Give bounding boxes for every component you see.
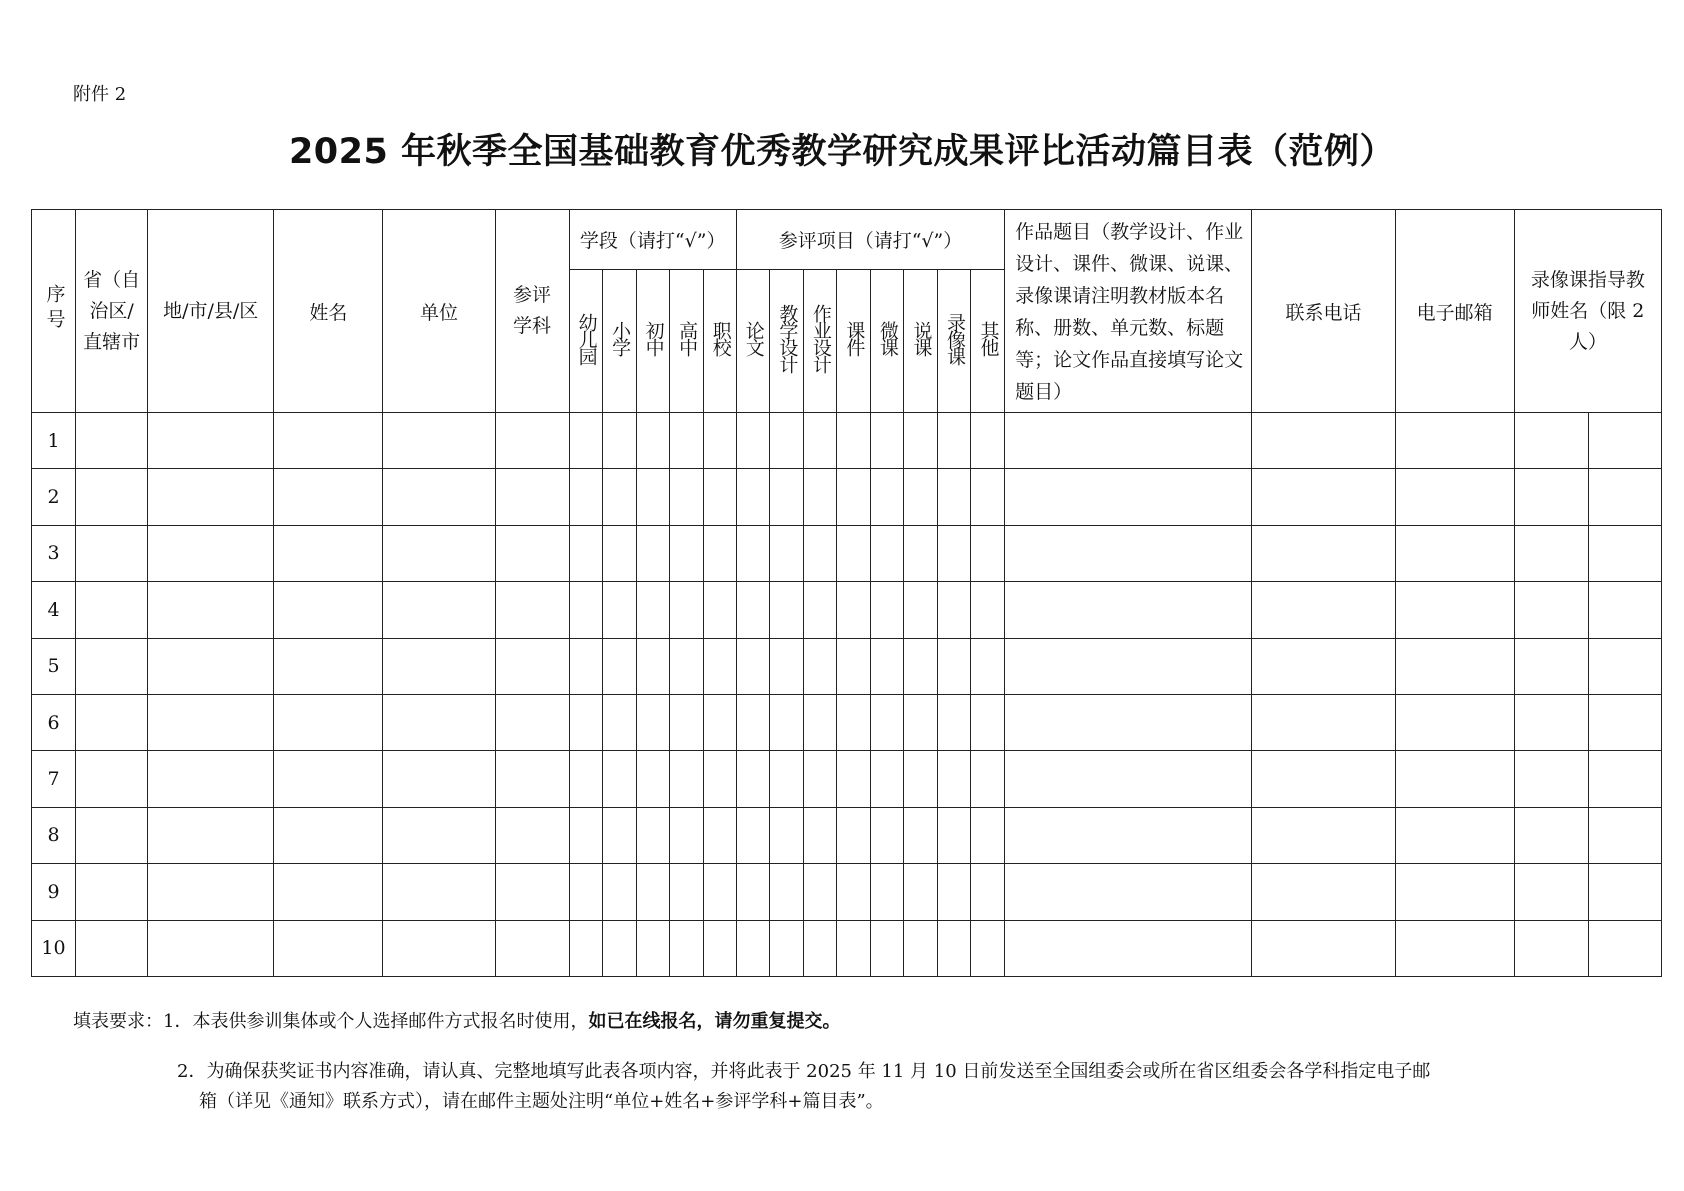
note-2-number: 2．: [177, 1061, 207, 1082]
blank-cell[interactable]: [274, 864, 383, 920]
blank-cell[interactable]: [569, 694, 602, 750]
blank-cell[interactable]: [1005, 525, 1252, 581]
blank-cell[interactable]: [274, 751, 383, 807]
header-project-video-lesson: 录像课: [938, 269, 971, 412]
blank-cell[interactable]: [274, 807, 383, 863]
header-project-micro-lesson: 微课: [870, 269, 903, 412]
blank-cell[interactable]: [836, 920, 870, 976]
note-1-bold: 如已在线报名，请勿重复提交。: [588, 1011, 841, 1032]
note-1-text: 本表供参训集体或个人选择邮件方式报名时使用，: [192, 1011, 589, 1032]
header-name: 姓名: [274, 210, 383, 413]
blank-cell[interactable]: [1588, 413, 1661, 469]
blank-cell[interactable]: [1514, 751, 1588, 807]
blank-cell[interactable]: [736, 751, 769, 807]
blank-cell[interactable]: [636, 582, 669, 638]
blank-cell[interactable]: [383, 638, 495, 694]
blank-cell[interactable]: [1005, 638, 1252, 694]
blank-cell[interactable]: [1588, 469, 1661, 525]
blank-cell[interactable]: [736, 525, 769, 581]
header-mentor: 录像课指导教师姓名（限 2 人）: [1514, 210, 1661, 413]
blank-cell[interactable]: [76, 807, 148, 863]
blank-cell[interactable]: [1252, 807, 1395, 863]
blank-cell[interactable]: [1514, 582, 1588, 638]
blank-cell[interactable]: [569, 525, 602, 581]
row-number: 8: [32, 807, 76, 863]
blank-cell[interactable]: [769, 920, 803, 976]
note-2: [177, 1057, 1623, 1087]
blank-cell[interactable]: [602, 694, 636, 750]
blank-cell[interactable]: [938, 864, 971, 920]
blank-cell[interactable]: [1252, 525, 1395, 581]
blank-cell[interactable]: [274, 582, 383, 638]
blank-cell[interactable]: [636, 751, 669, 807]
blank-cell[interactable]: [736, 638, 769, 694]
table-row: [32, 413, 1662, 469]
blank-cell[interactable]: [769, 469, 803, 525]
blank-cell[interactable]: [383, 582, 495, 638]
header-work-title: 作品题目（教学设计、作业设计、课件、微课、说课、录像课请注明教材版本名称、册数、单元数、标题等；论文作品直接填写论文题目）: [1005, 210, 1252, 413]
blank-cell[interactable]: [383, 864, 495, 920]
blank-cell[interactable]: [803, 864, 836, 920]
blank-cell[interactable]: [1588, 864, 1661, 920]
header-stage-junior: 初中: [636, 269, 669, 412]
blank-cell[interactable]: [938, 469, 971, 525]
blank-cell[interactable]: [274, 469, 383, 525]
blank-cell[interactable]: [703, 638, 736, 694]
blank-cell[interactable]: [1588, 694, 1661, 750]
blank-cell[interactable]: [903, 694, 937, 750]
blank-cell[interactable]: [669, 694, 703, 750]
blank-cell[interactable]: [769, 694, 803, 750]
blank-cell[interactable]: [703, 920, 736, 976]
blank-cell[interactable]: [836, 469, 870, 525]
blank-cell[interactable]: [971, 751, 1005, 807]
blank-cell[interactable]: [1252, 864, 1395, 920]
blank-cell[interactable]: [836, 582, 870, 638]
blank-cell[interactable]: [836, 413, 870, 469]
blank-cell[interactable]: [736, 469, 769, 525]
blank-cell[interactable]: [274, 638, 383, 694]
blank-cell[interactable]: [703, 582, 736, 638]
row-number: 9: [32, 864, 76, 920]
blank-cell[interactable]: [1252, 694, 1395, 750]
blank-cell[interactable]: [669, 807, 703, 863]
blank-cell[interactable]: [803, 469, 836, 525]
page-title: 2025 年秋季全国基础教育优秀教学研究成果评比活动篇目表（范例）: [288, 132, 1396, 172]
blank-cell[interactable]: [769, 525, 803, 581]
blank-cell[interactable]: [971, 582, 1005, 638]
blank-cell[interactable]: [1395, 525, 1514, 581]
blank-cell[interactable]: [971, 413, 1005, 469]
blank-cell[interactable]: [870, 864, 903, 920]
blank-cell[interactable]: [1514, 638, 1588, 694]
blank-cell[interactable]: [148, 864, 274, 920]
blank-cell[interactable]: [495, 807, 569, 863]
blank-cell[interactable]: [495, 525, 569, 581]
blank-cell[interactable]: [495, 638, 569, 694]
row-number: 6: [32, 694, 76, 750]
blank-cell[interactable]: [903, 638, 937, 694]
table-row: [32, 582, 1662, 638]
header-subject: 参评学科: [495, 210, 569, 413]
table-row: [32, 638, 1662, 694]
blank-cell[interactable]: [669, 864, 703, 920]
blank-cell[interactable]: [903, 582, 937, 638]
blank-cell[interactable]: [602, 864, 636, 920]
blank-cell[interactable]: [1395, 469, 1514, 525]
blank-cell[interactable]: [495, 413, 569, 469]
blank-cell[interactable]: [971, 807, 1005, 863]
blank-cell[interactable]: [1395, 413, 1514, 469]
blank-cell[interactable]: [602, 751, 636, 807]
blank-cell[interactable]: [669, 582, 703, 638]
header-stage-kindergarten: 幼儿园: [569, 269, 602, 412]
blank-cell[interactable]: [495, 694, 569, 750]
blank-cell[interactable]: [1514, 525, 1588, 581]
blank-cell[interactable]: [769, 638, 803, 694]
blank-cell[interactable]: [1252, 469, 1395, 525]
blank-cell[interactable]: [1005, 694, 1252, 750]
blank-cell[interactable]: [971, 864, 1005, 920]
header-stage-vocational: 职校: [703, 269, 736, 412]
blank-cell[interactable]: [803, 638, 836, 694]
blank-cell[interactable]: [1395, 864, 1514, 920]
attachment-label: 附件 2: [73, 84, 127, 105]
blank-cell[interactable]: [870, 525, 903, 581]
table-row: [32, 864, 1662, 920]
blank-cell[interactable]: [669, 920, 703, 976]
blank-cell[interactable]: [870, 582, 903, 638]
blank-cell[interactable]: [1005, 413, 1252, 469]
blank-cell[interactable]: [938, 920, 971, 976]
header-project-homework-design: 作业设计: [803, 269, 836, 412]
blank-cell[interactable]: [569, 469, 602, 525]
blank-cell[interactable]: [938, 807, 971, 863]
blank-cell[interactable]: [736, 864, 769, 920]
blank-cell[interactable]: [938, 525, 971, 581]
blank-cell[interactable]: [76, 469, 148, 525]
blank-cell[interactable]: [1514, 807, 1588, 863]
blank-cell[interactable]: [148, 413, 274, 469]
blank-cell[interactable]: [1005, 920, 1252, 976]
blank-cell[interactable]: [836, 751, 870, 807]
header-seq: 序号: [32, 210, 76, 413]
blank-cell[interactable]: [1252, 413, 1395, 469]
header-project-other: 其他: [971, 269, 1005, 412]
blank-cell[interactable]: [769, 582, 803, 638]
blank-cell[interactable]: [1514, 469, 1588, 525]
blank-cell[interactable]: [383, 694, 495, 750]
registration-table: [31, 209, 1662, 977]
blank-cell[interactable]: [903, 469, 937, 525]
blank-cell[interactable]: [602, 582, 636, 638]
blank-cell[interactable]: [769, 864, 803, 920]
blank-cell[interactable]: [870, 694, 903, 750]
blank-cell[interactable]: [76, 751, 148, 807]
blank-cell[interactable]: [938, 582, 971, 638]
blank-cell[interactable]: [836, 807, 870, 863]
blank-cell[interactable]: [495, 582, 569, 638]
blank-cell[interactable]: [669, 413, 703, 469]
blank-cell[interactable]: [703, 694, 736, 750]
blank-cell[interactable]: [636, 694, 669, 750]
row-number: 3: [32, 525, 76, 581]
blank-cell[interactable]: [703, 525, 736, 581]
blank-cell[interactable]: [148, 807, 274, 863]
blank-cell[interactable]: [569, 807, 602, 863]
row-number: 5: [32, 638, 76, 694]
blank-cell[interactable]: [1005, 751, 1252, 807]
blank-cell[interactable]: [836, 864, 870, 920]
blank-cell[interactable]: [803, 525, 836, 581]
blank-cell[interactable]: [803, 807, 836, 863]
blank-cell[interactable]: [569, 920, 602, 976]
fill-instructions: [73, 1007, 1623, 1117]
blank-cell[interactable]: [148, 582, 274, 638]
blank-cell[interactable]: [938, 751, 971, 807]
blank-cell[interactable]: [971, 694, 1005, 750]
blank-cell[interactable]: [870, 751, 903, 807]
blank-cell[interactable]: [938, 638, 971, 694]
blank-cell[interactable]: [602, 469, 636, 525]
blank-cell[interactable]: [870, 469, 903, 525]
blank-cell[interactable]: [669, 469, 703, 525]
blank-cell[interactable]: [1588, 920, 1661, 976]
blank-cell[interactable]: [736, 582, 769, 638]
blank-cell[interactable]: [1005, 582, 1252, 638]
blank-cell[interactable]: [903, 413, 937, 469]
blank-cell[interactable]: [803, 582, 836, 638]
blank-cell[interactable]: [736, 807, 769, 863]
blank-cell[interactable]: [938, 413, 971, 469]
blank-cell[interactable]: [383, 525, 495, 581]
header-stage-primary: 小学: [602, 269, 636, 412]
blank-cell[interactable]: [971, 469, 1005, 525]
blank-cell[interactable]: [569, 751, 602, 807]
blank-cell[interactable]: [602, 638, 636, 694]
blank-cell[interactable]: [703, 807, 736, 863]
blank-cell[interactable]: [870, 638, 903, 694]
blank-cell[interactable]: [1514, 413, 1588, 469]
header-project-courseware: 课件: [836, 269, 870, 412]
blank-cell[interactable]: [1395, 920, 1514, 976]
blank-cell[interactable]: [870, 413, 903, 469]
blank-cell[interactable]: [703, 751, 736, 807]
blank-cell[interactable]: [636, 469, 669, 525]
blank-cell[interactable]: [1005, 807, 1252, 863]
blank-cell[interactable]: [1252, 582, 1395, 638]
blank-cell[interactable]: [903, 864, 937, 920]
blank-cell[interactable]: [803, 920, 836, 976]
header-province: 省（自治区/直辖市: [76, 210, 148, 413]
blank-cell[interactable]: [1588, 751, 1661, 807]
blank-cell[interactable]: [148, 694, 274, 750]
blank-cell[interactable]: [636, 413, 669, 469]
header-email: 电子邮箱: [1395, 210, 1514, 413]
blank-cell[interactable]: [836, 638, 870, 694]
blank-cell[interactable]: [274, 694, 383, 750]
blank-cell[interactable]: [1395, 582, 1514, 638]
blank-cell[interactable]: [703, 469, 736, 525]
blank-cell[interactable]: [669, 525, 703, 581]
row-number: 4: [32, 582, 76, 638]
note-2-continued: 箱（详见《通知》联系方式），请在邮件主题处注明“单位+姓名+参评学科+篇目表”。: [199, 1091, 884, 1112]
row-number: 2: [32, 469, 76, 525]
blank-cell[interactable]: [669, 638, 703, 694]
table-body: [32, 413, 1662, 977]
blank-cell[interactable]: [703, 864, 736, 920]
blank-cell[interactable]: [1252, 751, 1395, 807]
blank-cell[interactable]: [602, 525, 636, 581]
header-city: 地/市/县/区: [148, 210, 274, 413]
blank-cell[interactable]: [803, 751, 836, 807]
blank-cell[interactable]: [148, 469, 274, 525]
blank-cell[interactable]: [1588, 582, 1661, 638]
blank-cell[interactable]: [1514, 694, 1588, 750]
blank-cell[interactable]: [1588, 807, 1661, 863]
blank-cell[interactable]: [903, 807, 937, 863]
blank-cell[interactable]: [495, 864, 569, 920]
blank-cell[interactable]: [148, 525, 274, 581]
header-project-paper: 论文: [736, 269, 769, 412]
header-project-lesson-talk: 说课: [903, 269, 937, 412]
blank-cell[interactable]: [274, 413, 383, 469]
blank-cell[interactable]: [669, 751, 703, 807]
blank-cell[interactable]: [736, 920, 769, 976]
blank-cell[interactable]: [736, 413, 769, 469]
blank-cell[interactable]: [971, 920, 1005, 976]
blank-cell[interactable]: [495, 920, 569, 976]
blank-cell[interactable]: [383, 920, 495, 976]
blank-cell[interactable]: [602, 413, 636, 469]
notes-label: 填表要求：: [73, 1011, 163, 1032]
note-1: [73, 1007, 1623, 1037]
blank-cell[interactable]: [76, 525, 148, 581]
blank-cell[interactable]: [76, 413, 148, 469]
row-number: 7: [32, 751, 76, 807]
blank-cell[interactable]: [76, 638, 148, 694]
blank-cell[interactable]: [1514, 864, 1588, 920]
blank-cell[interactable]: [1588, 525, 1661, 581]
note-2-text: 为确保获奖证书内容准确，请认真、完整地填写此表各项内容，并将此表于 2025 年 11 月 10 日前发送至全国组委会或所在省区组委会各学科指定电子邮: [206, 1061, 1431, 1082]
header-stage-senior: 高中: [669, 269, 703, 412]
blank-cell[interactable]: [383, 413, 495, 469]
blank-cell[interactable]: [636, 864, 669, 920]
blank-cell[interactable]: [76, 920, 148, 976]
blank-cell[interactable]: [903, 920, 937, 976]
blank-cell[interactable]: [736, 694, 769, 750]
blank-cell[interactable]: [148, 920, 274, 976]
blank-cell[interactable]: [1252, 920, 1395, 976]
blank-cell[interactable]: [769, 751, 803, 807]
row-number: 1: [32, 413, 76, 469]
blank-cell[interactable]: [1395, 694, 1514, 750]
blank-cell[interactable]: [383, 751, 495, 807]
blank-cell[interactable]: [870, 807, 903, 863]
blank-cell[interactable]: [1395, 807, 1514, 863]
blank-cell[interactable]: [636, 525, 669, 581]
blank-cell[interactable]: [1005, 469, 1252, 525]
blank-cell[interactable]: [636, 920, 669, 976]
table-row: [32, 469, 1662, 525]
blank-cell[interactable]: [1005, 864, 1252, 920]
row-number: 10: [32, 920, 76, 976]
blank-cell[interactable]: [1395, 638, 1514, 694]
blank-cell[interactable]: [971, 638, 1005, 694]
blank-cell[interactable]: [383, 469, 495, 525]
blank-cell[interactable]: [769, 413, 803, 469]
blank-cell[interactable]: [495, 469, 569, 525]
header-project-group: 参评项目（请打“√”）: [736, 210, 1004, 270]
blank-cell[interactable]: [636, 638, 669, 694]
header-phone: 联系电话: [1252, 210, 1395, 413]
blank-cell[interactable]: [703, 413, 736, 469]
blank-cell[interactable]: [1395, 751, 1514, 807]
blank-cell[interactable]: [76, 694, 148, 750]
note-1-number: 1．: [163, 1011, 193, 1032]
blank-cell[interactable]: [1252, 638, 1395, 694]
blank-cell[interactable]: [1514, 920, 1588, 976]
blank-cell[interactable]: [903, 525, 937, 581]
blank-cell[interactable]: [76, 864, 148, 920]
blank-cell[interactable]: [274, 920, 383, 976]
blank-cell[interactable]: [938, 694, 971, 750]
blank-cell[interactable]: [76, 582, 148, 638]
blank-cell[interactable]: [569, 582, 602, 638]
table-row: [32, 807, 1662, 863]
blank-cell[interactable]: [636, 807, 669, 863]
table-row: [32, 694, 1662, 750]
blank-cell[interactable]: [836, 525, 870, 581]
header-stage-group: 学段（请打“√”）: [569, 210, 736, 270]
blank-cell[interactable]: [495, 751, 569, 807]
blank-cell[interactable]: [569, 413, 602, 469]
blank-cell[interactable]: [383, 807, 495, 863]
blank-cell[interactable]: [602, 807, 636, 863]
blank-cell[interactable]: [148, 751, 274, 807]
header-project-teaching-design: 教学设计: [769, 269, 803, 412]
header-unit: 单位: [383, 210, 495, 413]
blank-cell[interactable]: [569, 638, 602, 694]
blank-cell[interactable]: [836, 694, 870, 750]
blank-cell[interactable]: [903, 751, 937, 807]
table-row: [32, 920, 1662, 976]
blank-cell[interactable]: [769, 807, 803, 863]
table-row: [32, 525, 1662, 581]
table-row: [32, 751, 1662, 807]
blank-cell[interactable]: [274, 525, 383, 581]
blank-cell[interactable]: [803, 694, 836, 750]
blank-cell[interactable]: [870, 920, 903, 976]
blank-cell[interactable]: [971, 525, 1005, 581]
blank-cell[interactable]: [602, 920, 636, 976]
blank-cell[interactable]: [1588, 638, 1661, 694]
blank-cell[interactable]: [148, 638, 274, 694]
blank-cell[interactable]: [569, 864, 602, 920]
blank-cell[interactable]: [803, 413, 836, 469]
